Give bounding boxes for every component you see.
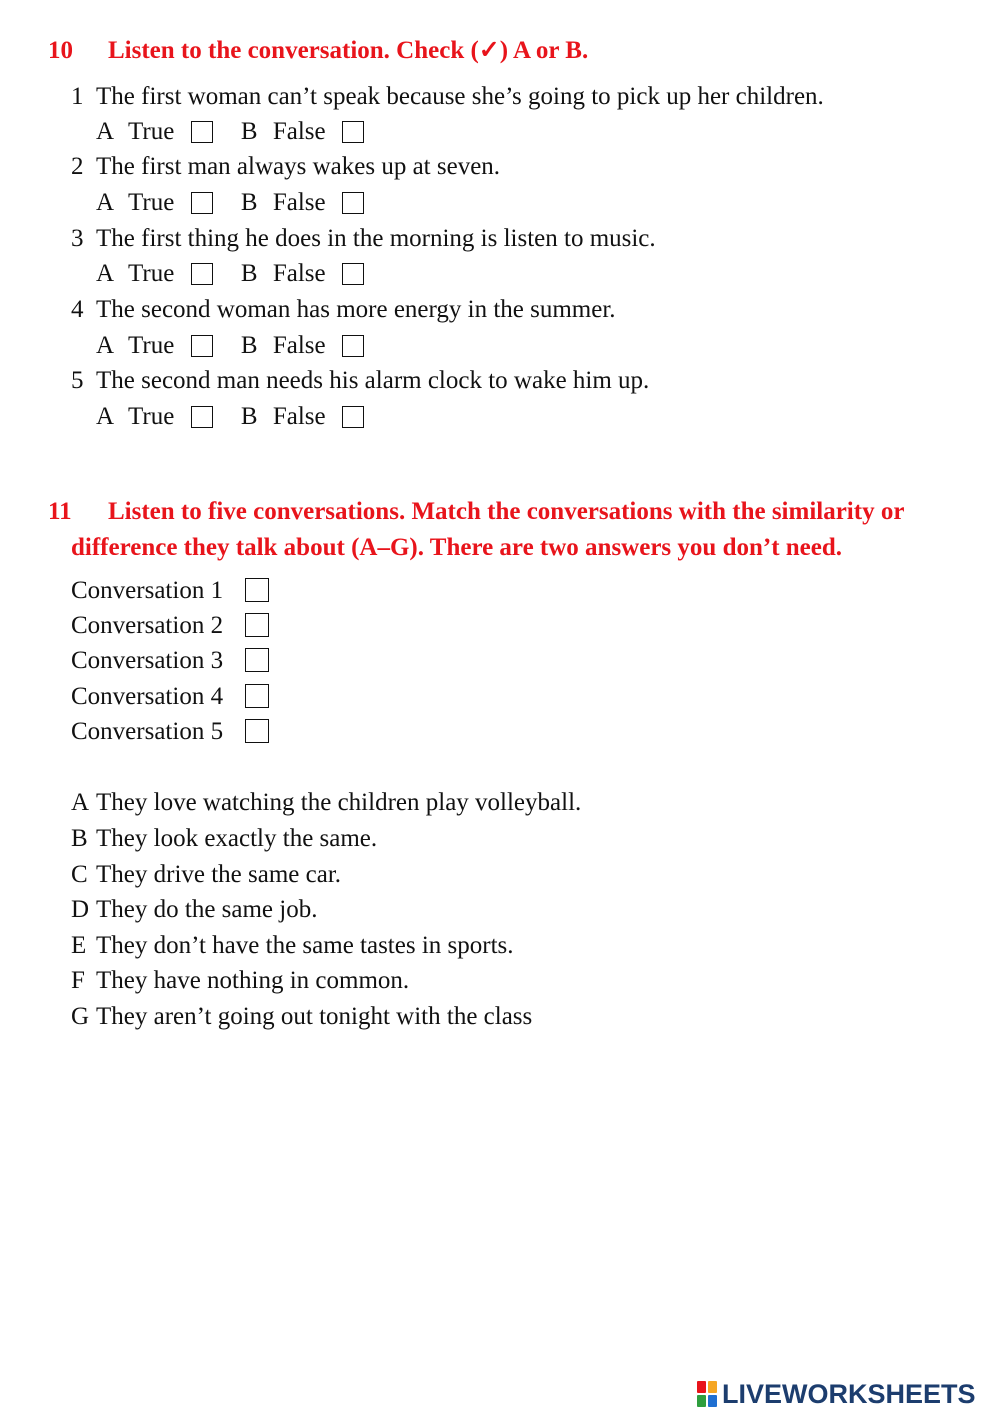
option-b-label: False	[272, 189, 326, 216]
answer-letter: B	[71, 825, 88, 852]
answer-letter: F	[71, 967, 85, 994]
question-1-options	[96, 114, 364, 150]
q2-true-checkbox[interactable]	[191, 192, 213, 214]
conversation-2-answer-box[interactable]	[245, 613, 269, 637]
section-11-instruction-line1: Listen to five conversations. Match the conversations with the similarity or	[108, 498, 905, 525]
answer-option-b	[71, 821, 377, 857]
question-3-options	[96, 256, 364, 292]
question-text: The second woman has more energy in the summer.	[96, 296, 616, 323]
conversation-5-answer-box[interactable]	[245, 719, 269, 743]
answer-text: They have nothing in common.	[96, 967, 410, 994]
answer-option-c	[71, 857, 341, 893]
question-text: The first thing he does in the morning is listen to music.	[96, 225, 656, 252]
answer-option-e	[71, 928, 514, 964]
conversation-label: Conversation 3	[71, 647, 224, 674]
liveworksheets-logo-icon	[697, 1380, 719, 1408]
conversation-label: Conversation 1	[71, 577, 224, 604]
answer-text: They drive the same car.	[96, 861, 342, 888]
option-a-label: True	[128, 260, 175, 287]
answer-option-f	[71, 963, 409, 999]
option-a-letter: A	[96, 403, 115, 430]
q1-true-checkbox[interactable]	[191, 121, 213, 143]
answer-text: They love watching the children play volleyball.	[96, 789, 582, 816]
option-b-letter: B	[240, 189, 258, 216]
question-5-options	[96, 399, 364, 435]
question-2	[71, 149, 500, 185]
conversation-label: Conversation 5	[71, 718, 224, 745]
q2-false-checkbox[interactable]	[342, 192, 364, 214]
option-a-label: True	[128, 118, 175, 145]
option-b-label: False	[272, 260, 326, 287]
answer-letter: E	[71, 932, 87, 959]
question-4	[71, 292, 616, 328]
option-b-letter: B	[240, 118, 258, 145]
question-1	[71, 79, 824, 115]
conversation-4-answer-box[interactable]	[245, 684, 269, 708]
section-11-instruction-line2: difference they talk about (A–G). There are two answers you don’t need.	[71, 534, 843, 561]
option-a-letter: A	[96, 332, 115, 359]
liveworksheets-watermark	[697, 1377, 976, 1411]
conversation-label: Conversation 2	[71, 612, 224, 639]
conversation-3-answer-box[interactable]	[245, 648, 269, 672]
question-number: 3	[71, 225, 84, 252]
question-number: 1	[71, 83, 84, 110]
answer-option-a	[71, 785, 581, 821]
option-a-letter: A	[96, 118, 115, 145]
q4-true-checkbox[interactable]	[191, 335, 213, 357]
answer-letter: D	[71, 896, 90, 923]
answer-letter: G	[71, 1003, 90, 1030]
q5-true-checkbox[interactable]	[191, 406, 213, 428]
answer-text: They do the same job.	[96, 896, 318, 923]
question-number: 4	[71, 296, 84, 323]
section-11-heading-line2	[71, 530, 842, 566]
answer-letter: A	[71, 789, 90, 816]
answer-text: They aren’t going out tonight with the class	[96, 1003, 533, 1030]
conversation-label: Conversation 4	[71, 683, 224, 710]
question-3	[71, 221, 656, 257]
watermark-text: LIVEWORKSHEETS	[722, 1378, 976, 1409]
section-10-instruction: Listen to the conversation. Check (✓) A or B.	[108, 37, 589, 64]
q3-false-checkbox[interactable]	[342, 263, 364, 285]
conversation-row-2	[71, 608, 269, 644]
section-11-heading	[48, 494, 904, 530]
question-5	[71, 363, 649, 399]
q3-true-checkbox[interactable]	[191, 263, 213, 285]
section-10-number: 10	[48, 37, 73, 64]
question-text: The second man needs his alarm clock to wake him up.	[96, 367, 650, 394]
section-10-heading	[48, 33, 588, 69]
conversation-1-answer-box[interactable]	[245, 578, 269, 602]
option-b-letter: B	[240, 403, 258, 430]
option-a-label: True	[128, 189, 175, 216]
answer-option-d	[71, 892, 317, 928]
question-text: The first woman can’t speak because she’s going to pick up her children.	[96, 83, 824, 110]
option-a-letter: A	[96, 260, 115, 287]
option-a-letter: A	[96, 189, 115, 216]
option-b-label: False	[272, 332, 326, 359]
option-b-letter: B	[240, 332, 258, 359]
question-number: 5	[71, 367, 84, 394]
option-a-label: True	[128, 332, 175, 359]
q5-false-checkbox[interactable]	[342, 406, 364, 428]
option-a-label: True	[128, 403, 175, 430]
q4-false-checkbox[interactable]	[342, 335, 364, 357]
answer-text: They look exactly the same.	[96, 825, 378, 852]
question-2-options	[96, 185, 364, 221]
question-4-options	[96, 328, 364, 364]
conversation-row-5	[71, 714, 269, 750]
question-text: The first man always wakes up at seven.	[96, 153, 501, 180]
question-number: 2	[71, 153, 84, 180]
option-b-label: False	[272, 118, 326, 145]
answer-text: They don’t have the same tastes in sports.	[96, 932, 514, 959]
answer-letter: C	[71, 861, 88, 888]
q1-false-checkbox[interactable]	[342, 121, 364, 143]
section-11-number: 11	[48, 498, 72, 525]
conversation-row-3	[71, 643, 269, 679]
option-b-letter: B	[240, 260, 258, 287]
option-b-label: False	[272, 403, 326, 430]
conversation-row-4	[71, 679, 269, 715]
answer-option-g	[71, 999, 532, 1035]
conversation-row-1	[71, 573, 269, 609]
